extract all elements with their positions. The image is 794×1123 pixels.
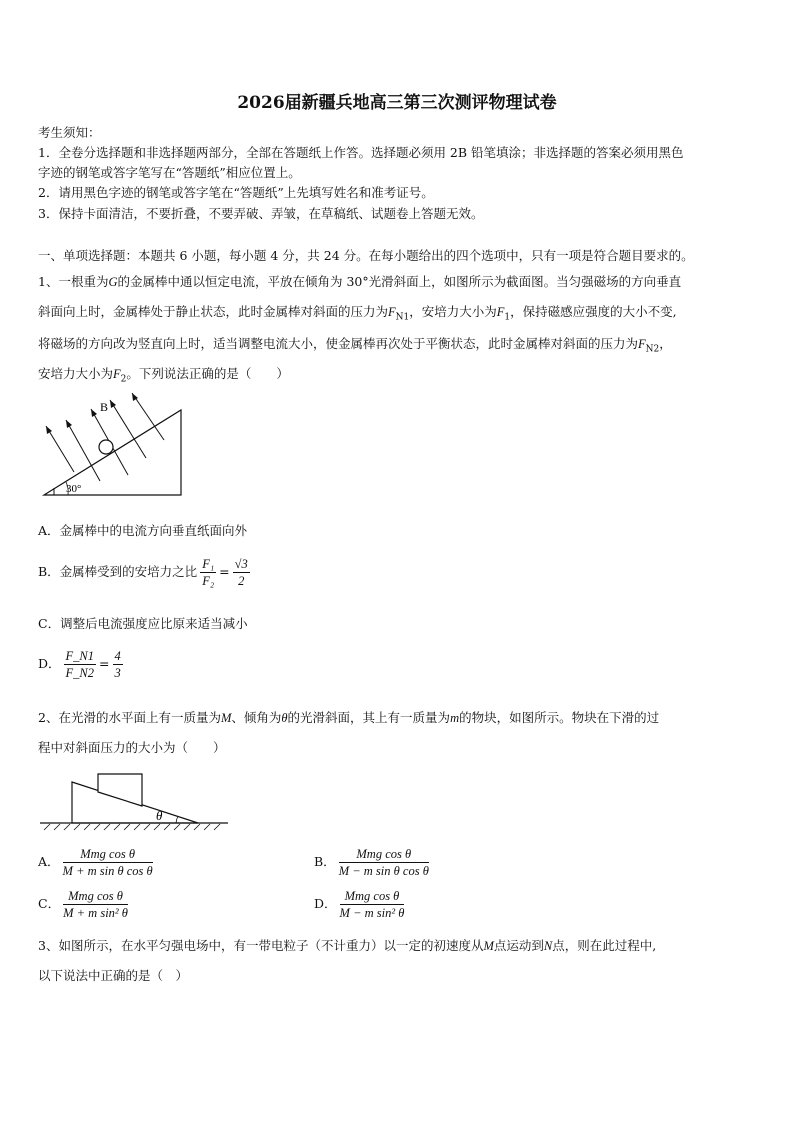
metal-rod	[99, 440, 113, 454]
page-title: 2026届新疆兵地高三第三次测评物理试卷	[237, 93, 557, 113]
notice-heading: 考生须知：	[38, 125, 101, 140]
field-label-b: B	[100, 400, 109, 414]
field-line	[132, 393, 164, 440]
field-line	[110, 400, 146, 458]
q2-option-b: B． $\frac{\text{Mmg cos θ}}{\text{M − m sin θ cos θ}}$	[314, 847, 429, 878]
notice-item-1-cont: 字迹的钢笔或答字笔写在“答题纸”相应位置上。	[38, 165, 301, 180]
q1-option-a: A．金属棒中的电流方向垂直纸面向外	[38, 523, 248, 538]
angle-label: θ	[156, 808, 163, 823]
q2-option-a: A． $\frac{\text{Mmg cos θ}}{\text{M + m sin θ cos θ}}$	[38, 847, 153, 878]
q1-option-b: B．金属棒受到的安培力之比 $\frac{\text{F₁}}{\text{F₂}}$ = $\frac{√3}{2}$	[38, 557, 248, 588]
field-line	[46, 426, 74, 472]
q2-line2: 程中对斜面压力的大小为（ ）	[38, 740, 226, 755]
ground-hatching	[44, 824, 220, 830]
field-line	[66, 420, 100, 481]
angle-arc	[176, 816, 178, 823]
q1-option-d: D． $\frac{F\_N1}{F\_N2}$ = $\frac{4}{3}$	[38, 649, 121, 680]
q1-line2: 斜面向上时，金属棒处于静止状态，此时金属棒对斜面的压力为$F_{N1}$，安培力大小为$F_1$，保持磁感应强度的大小不变,	[38, 304, 677, 323]
incline-triangle	[44, 410, 181, 495]
q1-option-c: C．调整后电流强度应比原来适当减小	[38, 616, 248, 631]
q2-line1: 2、在光滑的水平面上有一质量为M、倾角为θ的光滑斜面，其上有一质量为m的物块，如图所示。物块在下滑的过	[38, 710, 660, 725]
q3-line2: 以下说法中正确的是（ ）	[38, 968, 189, 983]
q3-line1: 3、如图所示，在水平匀强电场中，有一带电粒子（不计重力）以一定的初速度从M点运动到N点，则在此过程中,	[38, 938, 657, 953]
q2-option-d: D． $\frac{\text{Mmg cos θ}}{\text{M − m sin² θ}}$	[314, 889, 405, 920]
q1-line3: 将磁场的方向改为竖直向上时，适当调整电流大小，使金属棒再次处于平衡状态，此时金属棒对斜面的压力为$F_{N2}$，	[38, 336, 672, 355]
angle-label: 30°	[66, 483, 82, 495]
section-heading: 一、单项选择题：本题共 6 小题，每小题 4 分，共 24 分。在每小题给出的四个选项中，只有一项是符合题目要求的。	[38, 248, 694, 263]
q1-line4: 安培力大小为$F_2$。下列说法正确的是（ ）	[38, 366, 289, 385]
q1-line1: 1、一根重为G的金属棒中通以恒定电流，平放在倾角为 30°光滑斜面上，如图所示为截面图。当匀强磁场的方向垂直	[38, 274, 682, 289]
q2-option-c: C． $\frac{\text{Mmg cos θ}}{\text{M + m sin² θ}}$	[38, 889, 128, 920]
notice-item-1: 1．全卷分选择题和非选择题两部分，全部在答题纸上作答。选择题必须用 2B 铅笔填涂；非选择题的答案必须用黑色	[38, 145, 684, 160]
block	[98, 774, 142, 806]
q1-incline-figure	[38, 392, 188, 498]
notice-item-3: 3．保持卡面清洁，不要折叠，不要弄破、弄皱，在草稿纸、试题卷上答题无效。	[38, 206, 484, 221]
notice-item-2: 2．请用黑色字迹的钢笔或答字笔在“答题纸”上先填写姓名和准考证号。	[38, 185, 434, 200]
q2-wedge-figure	[38, 770, 230, 832]
